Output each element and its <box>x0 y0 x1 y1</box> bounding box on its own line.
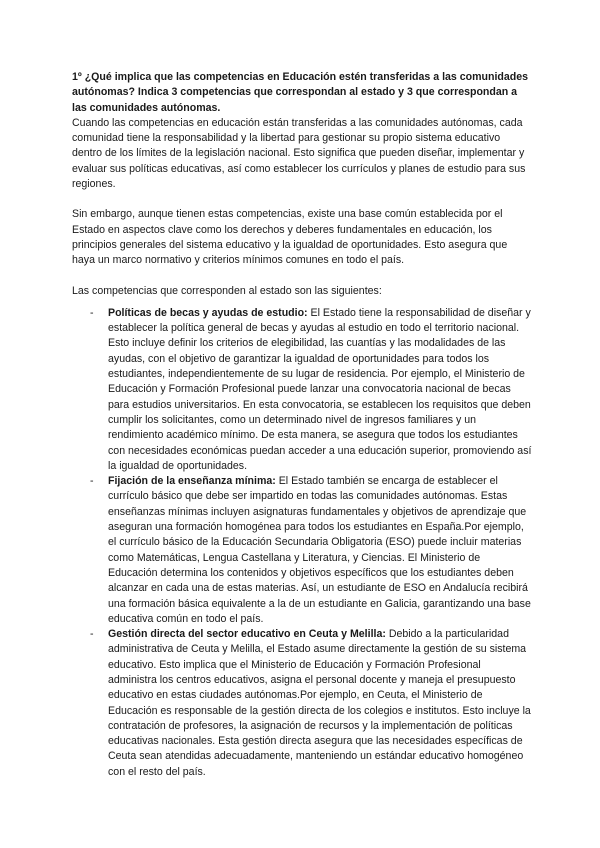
list-item <box>72 306 532 474</box>
paragraph-common-base: Sin embargo, aunque tienen estas competencias, existe una base común establecida por el Estado en aspectos clave como los derechos y deberes fundamentales en educación, los principios generales del sistema educativo y la igualdad de oportunidades. Esto asegura que haya un marco normativo y criterios mínimos comunes en todo el país. <box>72 208 508 267</box>
item-text: El Estado también se encarga de establecer el currículo básico que debe ser impartido en todas las comunidades autónomas. Estas enseñanzas mínimas incluyen asignaturas fundamentales y objetivos de aprendizaje que aseguran una formación homogénea para todos los estudiantes en España.Por ejemplo, el currículo básico de la Educación Secundaria Obligatoria (ESO) puede incluir materias como Matemáticas, Lengua Castellana y Literatura, y Ciencias. El Ministerio de Educación determina los contenidos y objetivos específicos que los estudiantes deben alcanzar en cada una de estas materias. Así, un estudiante de ESO en Andalucía recibirá una formación básica equivalente a la de un estudiante en Galicia, garantizando una base educativa común en todo el país. <box>108 475 531 625</box>
bullet-dash: - <box>90 475 94 488</box>
bullet-dash: - <box>90 306 94 319</box>
question-heading: 1º ¿Qué implica que las competencias en Educación estén transferidas a las comunidades autónomas? Indica 3 competencias que correspondan al estado y 3 que correspondan a las comunidades autónomas. <box>72 71 529 114</box>
paragraph-list-intro: Las competencias que corresponden al estado son las siguientes: <box>72 284 382 297</box>
paragraph-gap <box>72 192 532 207</box>
item-text: Debido a la particularidad administrativa de Ceuta y Melilla, el Estado asume directamente la gestión de su sistema educativo. Esto implica que el Ministerio de Educación y Formación Profesional administra los centros educativos, asigna el personal docente y maneja el presupuesto educativo en estas ciudades autónomas.Por ejemplo, en Ceuta, el Ministerio de Educación es responsable de la gestión directa de los colegios e institutos. Esto incluye la contratación de profesores, la asignación de recursos y la implementación de políticas educativas nacionales. Esta gestión directa asegura que las necesidades específicas de Ceuta sean atendidas adecuadamente, manteniendo un estándar educativo homogéneo con el resto del país. <box>108 628 531 778</box>
bullet-dash: - <box>90 628 94 641</box>
state-competencies-list <box>72 306 532 780</box>
item-term: Gestión directa del sector educativo en Ceuta y Melilla: <box>108 628 386 641</box>
item-term: Políticas de becas y ayudas de estudio: <box>108 306 308 319</box>
document-body <box>72 70 532 780</box>
paragraph-gap <box>72 269 532 284</box>
paragraph-intro: Cuando las competencias en educación están transferidas a las comunidades autónomas, cada comunidad tiene la responsabilidad y la libertad para gestionar su propio sistema educativo dentro de los límites de la legislación nacional. Esto significa que pueden diseñar, implementar y evaluar sus políticas educativas, así como establecer los currículos y planes de estudio para sus regiones. <box>72 116 526 191</box>
item-text: El Estado tiene la responsabilidad de diseñar y establecer la política general de becas y ayudas al estudio en todo el territorio nacional. Esto incluye definir los criterios de elegibilidad, las cuantías y las modalidades de las ayudas, con el objetivo de garantizar la igualdad de oportunidades para todos los estudiantes, independientemente de su lugar de residencia. Por ejemplo, el Ministerio de Educación y Formación Profesional puede lanzar una convocatoria nacional de becas para estudios universitarios. En esta convocatoria, se establecen los requisitos que deben cumplir los solicitantes, como un determinado nivel de ingresos familiares y un rendimiento académico mínimo. De esta manera, se asegura que todos los estudiantes con necesidades económicas puedan acceder a una educación superior, promoviendo así la igualdad de oportunidades. <box>108 306 532 472</box>
list-item <box>72 627 532 780</box>
list-item <box>72 474 532 627</box>
item-term: Fijación de la enseñanza mínima: <box>108 475 276 488</box>
